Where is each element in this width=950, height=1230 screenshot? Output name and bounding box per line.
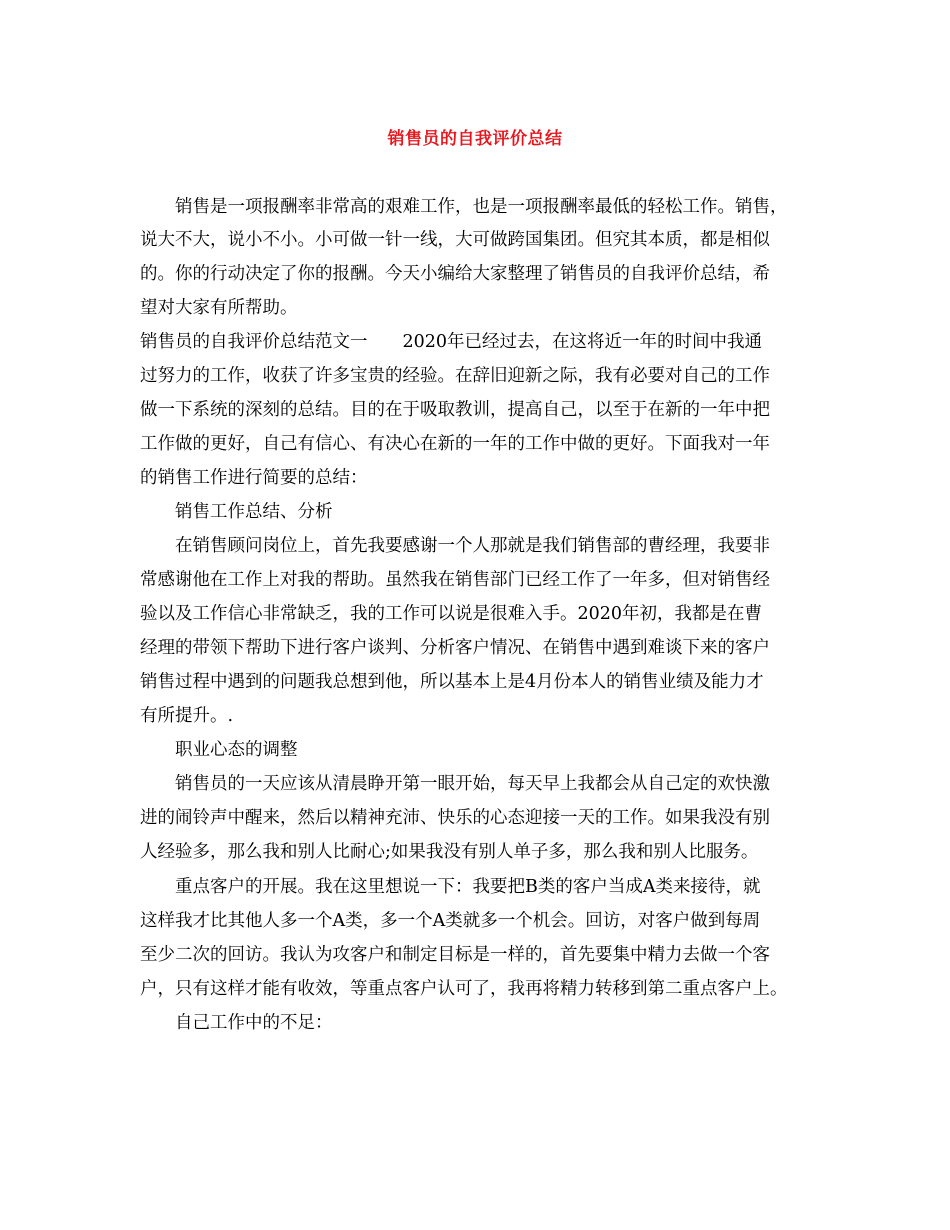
text-line: 进的闹铃声中醒来，然后以精神充沛、快乐的心态迎接一天的工作。如果我没有别 xyxy=(140,808,770,828)
text-line: 这样我才比其他人多一个A类，多一个A类就多一个机会。回访，对客户做到每周 xyxy=(140,911,761,931)
text-line: 销售是一项报酬率非常高的艰难工作，也是一项报酬率最低的轻松工作。销售， xyxy=(175,197,788,217)
section-heading: 职业心态的调整 xyxy=(175,740,298,760)
text-line: 户，只有这样才能有收效，等重点客户认可了，我再将精力转移到第二重点客户上。 xyxy=(140,979,788,999)
text-line: 重点客户的开展。我在这里想说一下：我要把B类的客户当成A类来接待，就 xyxy=(175,877,761,897)
text-line: 工作做的更好，自己有信心、有决心在新的一年的工作中做的更好。下面我对一年 xyxy=(140,434,770,454)
text-line: 在销售顾问岗位上，首先我要感谢一个人那就是我们销售部的曹经理，我要非 xyxy=(175,536,770,556)
text-line: 过努力的工作，收获了许多宝贵的经验。在辞旧迎新之际，我有必要对自己的工作 xyxy=(140,366,770,386)
document-title: 销售员的自我评价总结 xyxy=(387,129,563,149)
text-line: 验以及工作信心非常缺乏，我的工作可以说是很难入手。2020年初，我都是在曹 xyxy=(140,604,763,624)
text-line: 经理的带领下帮助下进行客户谈判、分析客户情况、在销售中遇到难谈下来的客户 xyxy=(140,638,770,658)
text-line: 人经验多，那么我和别人比耐心;如果我没有别人单子多，那么我和别人比服务。 xyxy=(140,842,759,862)
text-line: 常感谢他在工作上对我的帮助。虽然我在销售部门已经工作了一年多，但对销售经 xyxy=(140,570,770,590)
text-line: 销售员的一天应该从清晨睁开第一眼开始，每天早上我都会从自己定的欢快激 xyxy=(175,774,770,794)
text-line: 望对大家有所帮助。 xyxy=(140,298,298,318)
text-line: 销售员的自我评价总结范文一 2020年已经过去，在这将近一年的时间中我通 xyxy=(140,332,763,352)
text-line: 有所提升。. xyxy=(140,706,234,726)
text-line: 至少二次的回访。我认为攻客户和制定目标是一样的，首先要集中精力去做一个客 xyxy=(140,945,770,965)
text-line: 的。你的行动决定了你的报酬。今天小编给大家整理了销售员的自我评价总结，希 xyxy=(140,264,770,284)
text-line: 说大不大，说小不小。小可做一针一线，大可做跨国集团。但究其本质，都是相似 xyxy=(140,230,770,250)
text-line: 的销售工作进行简要的总结： xyxy=(140,468,368,488)
text-line: 销售过程中遇到的问题我总想到他，所以基本上是4月份本人的销售业绩及能力才 xyxy=(140,672,764,692)
section-heading: 自己工作中的不足： xyxy=(175,1013,333,1033)
text-line: 做一下系统的深刻的总结。目的在于吸取教训，提高自己，以至于在新的一年中把 xyxy=(140,400,770,420)
section-heading: 销售工作总结、分析 xyxy=(175,502,333,522)
